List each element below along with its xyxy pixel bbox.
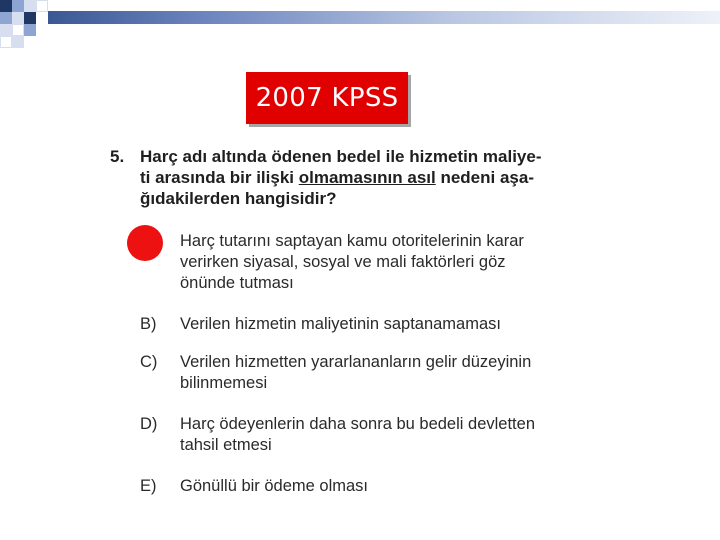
option-letter: C)	[140, 353, 158, 371]
question-fragment: nedeni aşa-	[435, 168, 534, 187]
corner-square	[0, 0, 12, 12]
question-line: ğıdakilerden hangisidir?	[140, 189, 337, 208]
corner-square	[24, 0, 36, 12]
corner-square	[12, 12, 24, 24]
option-text	[180, 352, 600, 394]
slide-title: 2007 KPSS	[246, 72, 408, 124]
question-emphasis: olmamasının asıl	[298, 168, 436, 187]
question-line: Harç adı altında ödenen bedel ile hizmetin maliye-	[140, 147, 542, 166]
option-text	[180, 314, 600, 335]
option-text	[180, 231, 600, 294]
option-text	[180, 476, 600, 497]
question-line	[140, 167, 610, 188]
corner-square	[12, 36, 24, 48]
option-letter: B)	[140, 315, 157, 333]
answer-marker	[127, 225, 163, 261]
question-number: 5.	[110, 147, 125, 166]
header-band	[48, 11, 720, 24]
option-line: önünde tutması	[180, 274, 294, 292]
option-letter: D)	[140, 415, 158, 433]
option-letter: E)	[140, 477, 157, 495]
corner-square	[0, 12, 12, 24]
corner-square	[0, 36, 12, 48]
option-line: bilinmemesi	[180, 374, 268, 392]
option-line: tahsil etmesi	[180, 436, 272, 454]
question-text	[140, 146, 610, 209]
option-line: Gönüllü bir ödeme olması	[180, 477, 369, 495]
option-line: Harç tutarını saptayan kamu otoritelerinin karar	[180, 232, 524, 250]
corner-square	[12, 0, 24, 12]
corner-square	[36, 0, 48, 12]
option-line: Verilen hizmetin maliyetinin saptanamaması	[180, 315, 501, 333]
corner-square	[24, 12, 36, 24]
option-line: Harç ödeyenlerin daha sonra bu bedeli devletten	[180, 415, 535, 433]
option-text	[180, 414, 600, 456]
corner-decoration	[0, 0, 60, 50]
option-line: verirken siyasal, sosyal ve mali faktörleri göz	[180, 253, 506, 271]
corner-square	[0, 24, 12, 36]
corner-square	[24, 24, 36, 36]
question-fragment: ti arasında bir ilişki	[140, 168, 299, 187]
option-line: Verilen hizmetten yararlananların gelir düzeyinin	[180, 353, 532, 371]
corner-square	[12, 24, 24, 36]
